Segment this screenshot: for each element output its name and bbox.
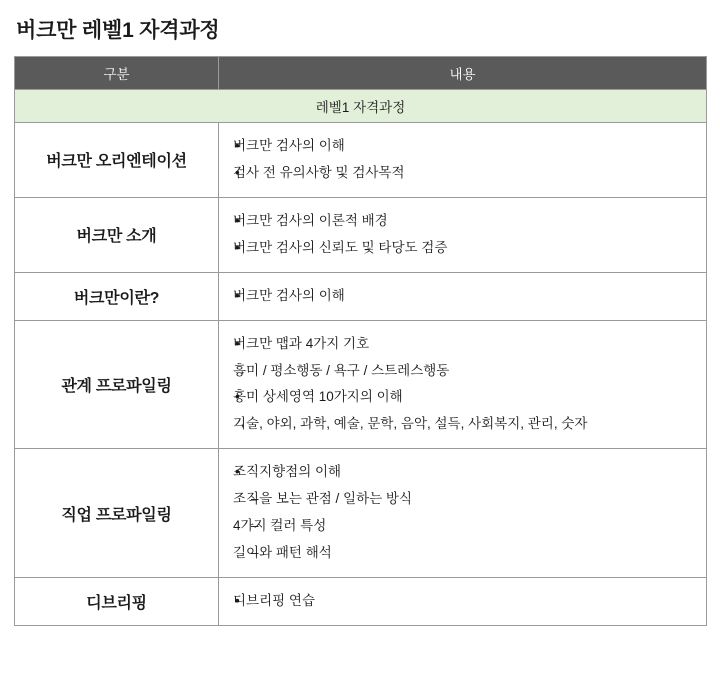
list-item: • 버크만 검사의 이해 [233, 283, 694, 310]
list-item: • 버크만 맵과 4가지 기호 [233, 331, 694, 358]
list-item: • 버크만 검사의 이론적 배경 [233, 208, 694, 235]
row-label: 관계 프로파일링 [15, 320, 219, 449]
list-item: • 버크만 검사의 이해 [233, 133, 694, 160]
row-label: 버크만 오리엔테이션 [15, 123, 219, 198]
curriculum-table [14, 56, 707, 626]
column-header-category: 구분 [15, 57, 219, 90]
row-content [219, 449, 707, 578]
list-item: → 기술, 야외, 과학, 예술, 문학, 음악, 설득, 사회복지, 관리, 숫자 [233, 411, 694, 438]
table-body [15, 90, 707, 626]
item-list [233, 331, 694, 439]
row-content [219, 272, 707, 320]
list-item: – 조직을 보는 관점 / 일하는 방식 [233, 486, 694, 513]
table-header-row [15, 57, 707, 90]
row-label: 버크만 소개 [15, 197, 219, 272]
section-title-row [15, 90, 707, 123]
page-title: 버크만 레벨1 자격과정 [16, 19, 220, 42]
table-head [15, 57, 707, 90]
list-item: • 조직지향점의 이해 [233, 459, 694, 486]
list-item: → 흥미 / 평소행동 / 욕구 / 스트레스행동 [233, 358, 694, 385]
row-content [219, 320, 707, 449]
table-row [15, 197, 707, 272]
table-row [15, 272, 707, 320]
table-row [15, 577, 707, 625]
row-label: 디브리핑 [15, 577, 219, 625]
column-header-content: 내용 [219, 57, 707, 90]
section-title-cell: 레벨1 자격과정 [15, 90, 707, 123]
table-row [15, 320, 707, 449]
row-label: 직업 프로파일링 [15, 449, 219, 578]
row-content [219, 577, 707, 625]
item-list [233, 133, 694, 187]
row-label: 버크만이란? [15, 272, 219, 320]
list-item: • 디브리핑 연습 [233, 588, 694, 615]
table-row [15, 123, 707, 198]
list-item: • 버크만 검사의 신뢰도 및 타당도 검증 [233, 235, 694, 262]
list-item: • 흥미 상세영역 10가지의 이해 [233, 384, 694, 411]
item-list [233, 208, 694, 262]
list-item: – 4가지 컬러 특성 [233, 513, 694, 540]
table-row [15, 449, 707, 578]
row-content [219, 197, 707, 272]
item-list [233, 588, 694, 615]
item-list [233, 459, 694, 567]
list-item: • 검사 전 유의사항 및 검사목적 [233, 160, 694, 187]
row-content [219, 123, 707, 198]
list-item: – 길이와 패턴 해석 [233, 540, 694, 567]
item-list [233, 283, 694, 310]
